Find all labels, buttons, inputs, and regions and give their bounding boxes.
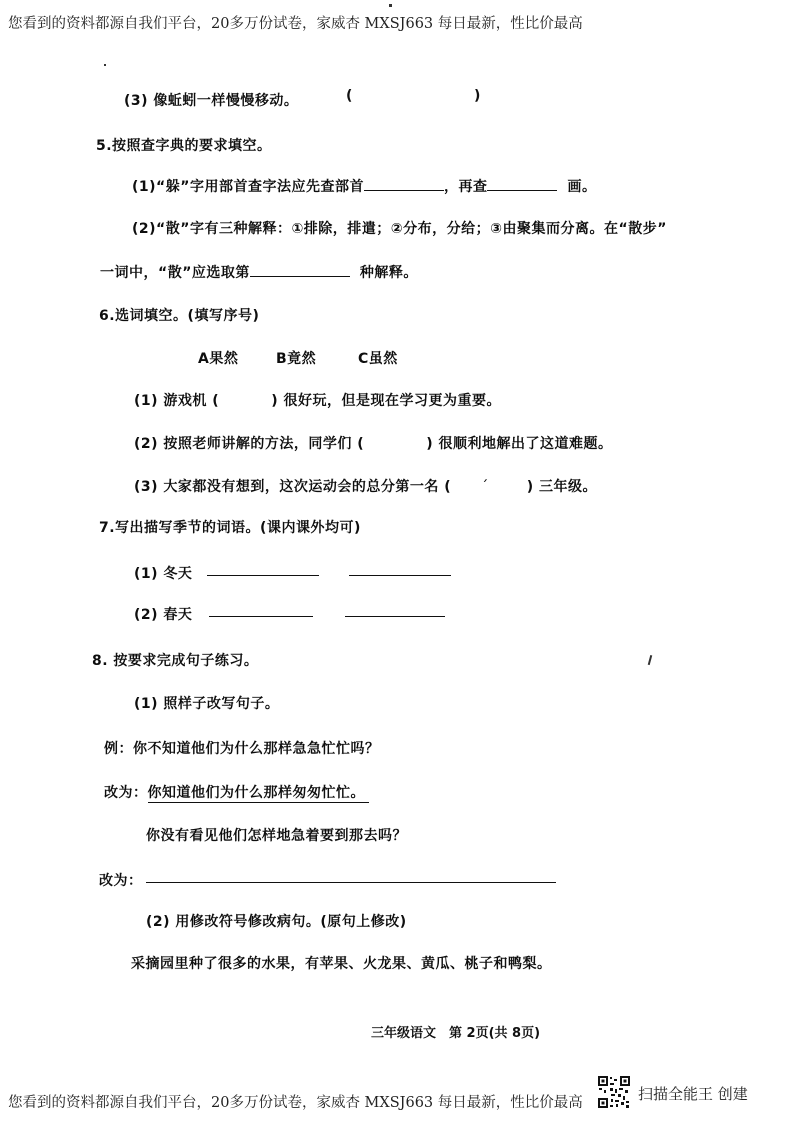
- q6-item3: [134, 476, 597, 496]
- q5-item1: [132, 176, 596, 196]
- q8-sub2: (2) 用修改符号修改病句。(原句上修改): [146, 914, 407, 930]
- q6-title: 6.选词填空。(填写序号): [99, 308, 260, 324]
- q6-item1: [134, 390, 501, 410]
- q7-item2-blank2[interactable]: [345, 616, 445, 617]
- q8-changed-text: 你知道他们为什么那样匆匆忙忙。: [148, 785, 370, 803]
- q6-item3-suffix: ) 三年级。: [526, 479, 597, 495]
- q8-task: 你没有看见他们怎样地急着要到那去吗？: [146, 828, 407, 844]
- q8-faulty-sentence: 采摘园里种了很多的水果，有苹果、火龙果、黄瓜、桃子和鸭梨。: [131, 956, 552, 972]
- q5-title: 5.按照查字典的要求填空。: [96, 138, 272, 154]
- q5-item1-blank2[interactable]: [487, 176, 557, 191]
- q5-item1-suffix: 画。: [567, 179, 597, 195]
- q8-example: 例：你不知道他们为什么那样急急忙忙吗？: [104, 741, 380, 757]
- q7-item1-blank2[interactable]: [349, 575, 451, 576]
- q6-item2-prefix: (2) 按照老师讲解的方法，同学们 (: [134, 436, 365, 452]
- q7-item1-blank1[interactable]: [207, 575, 319, 576]
- q8-answer-label: 改为：: [99, 873, 143, 889]
- q7-title: 7.写出描写季节的词语。(课内课外均可): [99, 520, 361, 536]
- q5-item1-blank1[interactable]: [364, 176, 444, 191]
- q8-title: 8. 按要求完成句子练习。: [92, 653, 259, 669]
- scan-speck: [389, 4, 392, 7]
- q6-item2-suffix: ) 很顺利地解出了这道难题。: [426, 436, 613, 452]
- q5-item1-middle: ，再查: [443, 179, 488, 195]
- q6-option-b: B竟然: [276, 351, 317, 367]
- q7-item1-label: (1) 冬天: [134, 566, 193, 582]
- q6-item1-prefix: (1) 游戏机 (: [134, 393, 220, 409]
- q8-changed-label: 改为：: [104, 785, 148, 801]
- q5-item2-prefix: 一词中，“散”应选取第: [100, 265, 250, 281]
- q6-item3-prefix: (3) 大家都没有想到，这次运动会的总分第一名 (: [134, 479, 452, 495]
- q6-item1-suffix: ) 很好玩，但是现在学习更为重要。: [271, 393, 501, 409]
- q8-answer-blank[interactable]: [146, 882, 556, 883]
- banner-bottom: 您看到的资料都源自我们平台，20多万份试卷，家威杏 MXSJ663 每日最新，性比价最高: [8, 1095, 583, 1111]
- q8-changed: [104, 782, 369, 802]
- page-footer: 三年级语文 第 2页(共 8页): [371, 1026, 541, 1041]
- q8-sub1: (1) 照样子改写句子。: [134, 696, 280, 712]
- q4-item3-paren-open: (: [346, 88, 353, 104]
- q5-item2-line1: (2)“散”字有三种解释：①排除，排遣；②分布，分给；③由聚集而分离。在“散步”: [132, 221, 667, 237]
- q5-item1-prefix: (1)“躲”字用部首查字法应先查部首: [132, 179, 364, 195]
- q4-item3-paren-close: ): [474, 88, 481, 104]
- q5-item2-suffix: 种解释。: [359, 265, 418, 281]
- q6-item2: [134, 433, 612, 453]
- scan-speck: [648, 655, 652, 665]
- q7-item2-blank1[interactable]: [209, 616, 313, 617]
- banner-top: 您看到的资料都源自我们平台，20多万份试卷，家威杏 MXSJ663 每日最新，性比价最高: [8, 16, 583, 32]
- q5-item2-blank[interactable]: [250, 262, 350, 277]
- scan-speck: [104, 64, 106, 66]
- q5-item2-line2: [100, 262, 418, 282]
- q6-item3-mark: ˊ: [481, 479, 489, 495]
- q4-item3-text: (3) 像蚯蚓一样慢慢移动。: [124, 93, 299, 109]
- q7-item2-label: (2) 春天: [134, 607, 193, 623]
- q6-option-c: C虽然: [358, 351, 398, 367]
- camscanner-watermark: 扫描全能王 创建: [638, 1085, 748, 1103]
- qr-code-icon: [597, 1075, 631, 1109]
- q6-option-a: A果然: [198, 351, 239, 367]
